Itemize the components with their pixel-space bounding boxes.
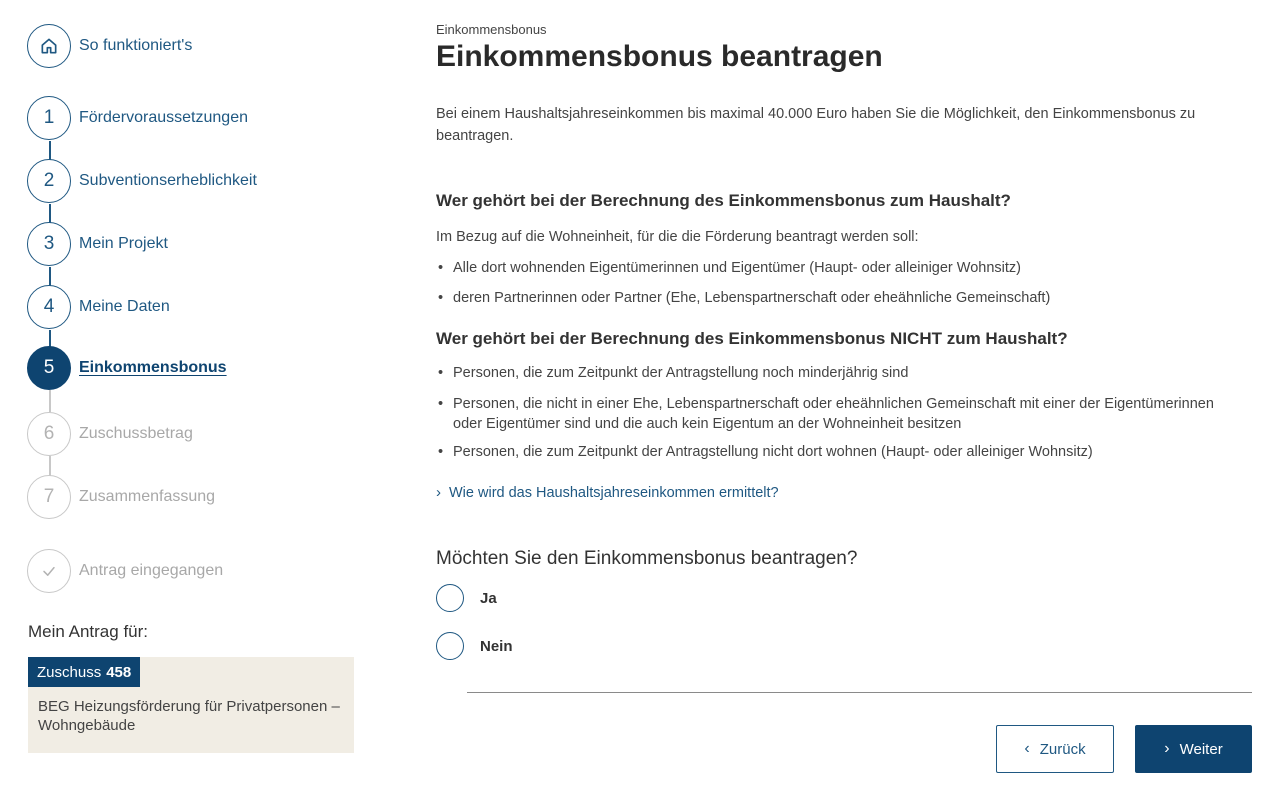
step-number: 2 [27,159,71,203]
step-label: Fördervoraussetzungen [79,109,248,126]
step-mein-projekt[interactable] [27,221,168,267]
step-label: Mein Projekt [79,235,168,252]
section-text: Im Bezug auf die Wohneinheit, für die die Förderung beantragt werden soll: [436,229,919,245]
expander-label: Wie wird das Haushaltsjahreseinkommen ermittelt? [449,484,779,501]
list-item: • Personen, die nicht in einer Ehe, Lebenspartnerschaft oder eheähnlichen Gemeinschaft mit einer der Eigentümerinnen oder Eigentümer sind und die auch kein Eigentum an der Wohneinheit besitzen [436,394,1243,434]
step-zusammenfassung [27,474,215,520]
expander-haushaltsjahreseinkommen[interactable] [436,484,779,501]
next-button[interactable] [1135,725,1252,773]
zuschuss-number: 458 [106,663,132,681]
radio-button[interactable] [436,584,464,612]
step-einkommensbonus[interactable] [27,345,227,391]
step-label: Zuschussbetrag [79,425,193,442]
radio-label: Nein [480,637,513,655]
radio-option-nein[interactable] [436,632,513,660]
chevron-right-icon: › [436,484,441,501]
chevron-left-icon: ‹ [1024,740,1030,757]
step-label: Meine Daten [79,298,170,315]
list-item: • deren Partnerinnen oder Partner (Ehe, Lebenspartnerschaft oder eheähnliche Gemeinschaft) [436,288,1243,308]
step-so-funktionierts[interactable] [27,23,192,69]
antrag-card [28,657,354,753]
radio-option-ja[interactable] [436,584,497,612]
check-icon [27,549,71,593]
progress-sidebar [0,0,380,799]
section-heading-haushalt: Wer gehört bei der Berechnung des Einkommensbonus zum Haushalt? [436,191,1011,210]
back-button[interactable] [996,725,1114,773]
step-label: Einkommensbonus [79,359,227,376]
list-item: • Alle dort wohnenden Eigentümerinnen und Eigentümer (Haupt- oder alleiniger Wohnsitz) [436,258,1243,278]
radio-label: Ja [480,589,497,607]
next-label: Weiter [1179,740,1223,758]
step-connector [49,456,51,476]
step-number: 5 [27,346,71,390]
step-label: Antrag eingegangen [79,562,224,579]
zuschuss-label: Zuschuss [37,663,102,681]
section-heading-nicht-haushalt: Wer gehört bei der Berechnung des Einkommensbonus NICHT zum Haushalt? [436,329,1068,348]
step-label: Subventionserheblichkeit [79,172,257,189]
step-number: 4 [27,285,71,329]
step-number: 6 [27,412,71,456]
step-antrag-eingegangen [27,548,223,594]
back-label: Zurück [1039,740,1086,758]
question-label: Möchten Sie den Einkommensbonus beantragen? [436,548,858,569]
list-item: • Personen, die zum Zeitpunkt der Antragstellung nicht dort wohnen (Haupt- oder alleiniger Wohnsitz) [436,442,1243,462]
intro-text: Bei einem Haushaltsjahreseinkommen bis maximal 40.000 Euro haben Sie die Möglichkeit, den Einkommensbonus zu beantragen. [436,106,1196,144]
zuschuss-badge [28,657,140,687]
step-number: 7 [27,475,71,519]
step-connector [49,390,51,412]
step-foerdervoraussetzungen[interactable] [27,95,248,141]
antrag-description: BEG Heizungsförderung für Privatpersonen – Wohngebäude [38,698,340,734]
antrag-heading: Mein Antrag für: [28,622,149,641]
page-title: Einkommensbonus beantragen [436,40,883,73]
footer-divider [467,692,1252,693]
chevron-right-icon: › [1164,740,1170,757]
step-subventionserheblichkeit[interactable] [27,158,257,204]
radio-button[interactable] [436,632,464,660]
step-label: Zusammenfassung [79,488,216,505]
breadcrumb: Einkommensbonus [436,22,547,37]
step-number: 3 [27,222,71,266]
list-item: • Personen, die zum Zeitpunkt der Antragstellung noch minderjährig sind [436,363,1243,383]
home-icon [27,24,71,68]
step-zuschussbetrag [27,411,193,457]
step-number: 1 [27,96,71,140]
step-label: So funktioniert's [79,37,193,54]
step-meine-daten[interactable] [27,284,170,330]
